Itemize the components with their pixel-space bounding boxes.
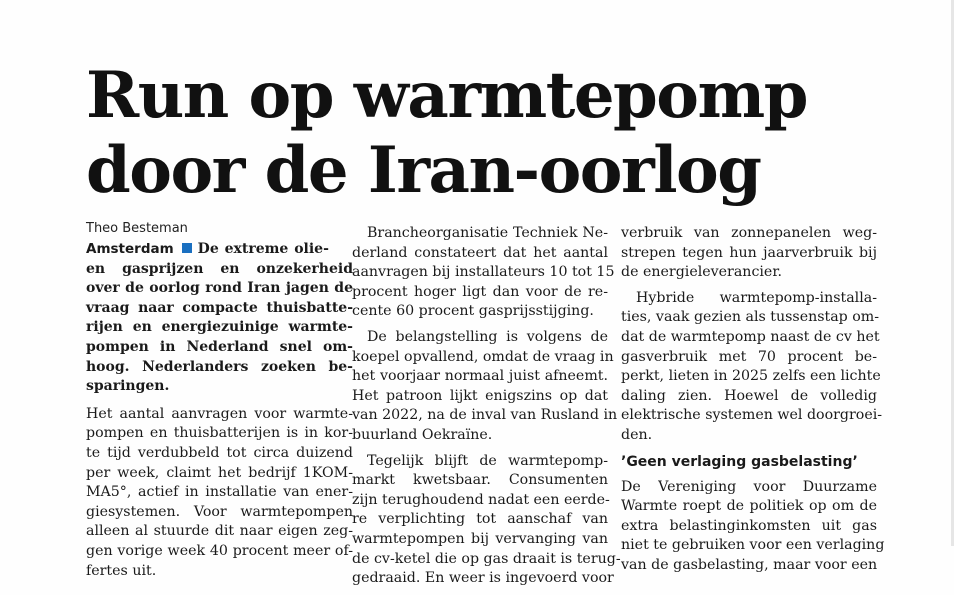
body-line: pompen en thuisbatterijen is in kor-: [86, 425, 353, 442]
body-paragraph: [621, 478, 885, 576]
body-line: warmtepompen bij vervanging van: [352, 530, 608, 547]
lead-first-line: [86, 240, 353, 260]
body-line: perkt, lieten in 2025 zelfs een lichte: [621, 368, 881, 385]
lead-line: en gasprijzen en onzekerheid: [86, 260, 353, 277]
body-line: gedraaid. En weer is ingevoerd voor: [352, 570, 614, 587]
body-line: aanvragen bij installateurs 10 tot 15: [352, 264, 615, 281]
body-line: het voorjaar normaal juist afneemt.: [352, 368, 608, 385]
body-line: derland constateert dat het aantal: [352, 244, 608, 261]
article-headline: [86, 58, 906, 208]
body-line: De Vereniging voor Duurzame: [621, 478, 877, 495]
lead-line: rijen en energiezuinige warmte-: [86, 319, 353, 336]
body-line: daling zien. Hoewel de volledig: [621, 387, 877, 404]
lead-line: over de oorlog rond Iran jagen de: [86, 280, 353, 297]
body-line: dat de warmtepomp naast de cv het: [621, 328, 880, 345]
body-paragraph: [621, 224, 877, 283]
body-line: re verplichting tot aanschaf van: [352, 511, 608, 528]
body-paragraph: [86, 405, 353, 581]
body-line: Het patroon lijkt enigszins op dat: [352, 387, 608, 404]
lead-line: hoog. Nederlanders zoeken be-: [86, 358, 353, 375]
body-paragraph: [352, 452, 621, 589]
body-line: gasverbruik met 70 procent be-: [621, 348, 877, 365]
body-line: de energieleverancier.: [621, 264, 783, 281]
lead-line: pompen in Nederland snel om-: [86, 338, 353, 355]
body-line: koepel opvallend, omdat de vraag in: [352, 348, 614, 365]
body-line: per week, claimt het bedrijf 1KOM-: [86, 464, 353, 481]
body-line: Het aantal aanvragen voor warmte-: [86, 405, 353, 422]
body-line: cente 60 procent gasprijsstijging.: [352, 303, 594, 320]
body-line: van de gasbelasting, maar voor een: [621, 556, 878, 573]
body-line: te tijd verdubbeld tot circa duizend: [86, 444, 353, 461]
body-line: procent hoger ligt dan voor de re-: [352, 283, 608, 300]
body-line: verbruik van zonnepanelen weg-: [621, 225, 877, 241]
headline-line-1: Run op warmtepomp: [86, 58, 807, 133]
body-line: Brancheorganisatie Techniek Ne-: [367, 225, 608, 241]
body-line: extra belastinginkomsten uit gas: [621, 517, 877, 534]
lead-paragraph: [86, 240, 353, 397]
headline-line-2: door de Iran-oorlog: [86, 133, 761, 208]
body-line: Warmte roept de politiek op om de: [621, 498, 877, 515]
lead-line: sparingen.: [86, 378, 170, 395]
body-line: fertes uit.: [86, 562, 157, 579]
lead-line: vraag naar compacte thuisbatte-: [86, 299, 353, 316]
body-paragraph: [352, 328, 618, 446]
body-line: MA5°, actief in installatie van ener-: [86, 484, 353, 501]
body-line: buurland Oekraïne.: [352, 426, 493, 443]
body-line: giesystemen. Voor warmtepompen: [86, 503, 353, 520]
body-line: Tegelijk blijft de warmtepomp-: [367, 452, 608, 469]
body-line: ties, vaak gezien als tussenstap om-: [621, 309, 880, 326]
body-line: niet te gebruiken voor een verlaging: [621, 537, 885, 554]
dateline: Amsterdam: [86, 241, 174, 257]
body-line: van 2022, na de inval van Rusland in: [352, 407, 618, 424]
body-line: markt kwetsbaar. Consumenten: [352, 472, 608, 489]
body-paragraph: [352, 224, 615, 322]
body-line: den.: [621, 426, 653, 443]
body-line: de cv-ketel die op gas draait is terug-: [352, 550, 621, 567]
bullet-square-icon: [182, 243, 192, 253]
byline: Theo Besteman: [86, 221, 188, 236]
article-column-2: [352, 224, 621, 595]
body-line: Hybride warmtepomp-installa-: [636, 289, 877, 306]
body-line: gen vorige week 40 procent meer of-: [86, 542, 353, 559]
body-line: strepen tegen hun jaarverbruik bij: [621, 244, 877, 261]
lead-text-start: De extreme olie-: [197, 241, 329, 257]
article-column-1: [86, 220, 353, 587]
body-line: alleen al stuurde dit naar eigen zeg-: [86, 523, 353, 540]
article-column-3: [621, 224, 885, 582]
body-line: elektrische systemen wel doorgroei-: [621, 407, 883, 424]
body-line: zijn terughoudend nadat een eerde-: [352, 491, 610, 508]
section-subheading: ’Geen verlaging gasbelasting’: [621, 453, 858, 470]
body-paragraph: [621, 289, 883, 446]
body-line: De belangstelling is volgens de: [367, 328, 608, 345]
